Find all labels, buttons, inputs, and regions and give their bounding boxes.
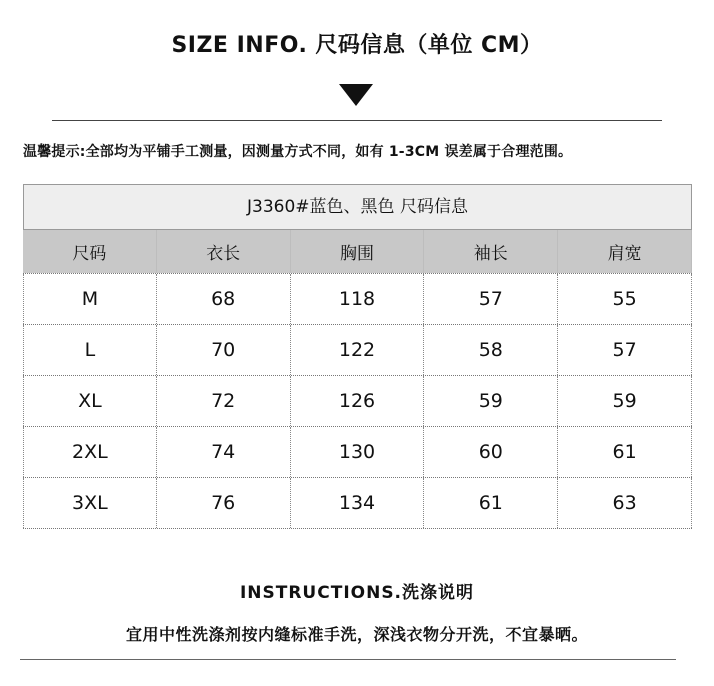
page-title-en: SIZE INFO. <box>171 33 308 58</box>
top-divider <box>52 120 662 121</box>
down-triangle-icon <box>339 84 373 106</box>
table-row <box>23 273 692 325</box>
table-cell: 118 <box>291 274 425 324</box>
table-cell: 55 <box>558 274 692 324</box>
table-cell: 68 <box>157 274 291 324</box>
table-cell: 61 <box>558 427 692 477</box>
table-cell: 76 <box>157 478 291 528</box>
table-cell: 59 <box>424 376 558 426</box>
header-cell: 尺码 <box>23 230 157 273</box>
table-cell: 126 <box>291 376 425 426</box>
header-cell: 衣长 <box>157 230 291 273</box>
table-row <box>23 376 692 427</box>
table-cell: L <box>23 325 157 375</box>
header-cell: 袖长 <box>424 230 558 273</box>
table-cell: 70 <box>157 325 291 375</box>
table-cell: 2XL <box>23 427 157 477</box>
table-body <box>23 273 692 529</box>
table-row <box>23 478 692 529</box>
page-title <box>0 28 714 59</box>
header-cell: 胸围 <box>291 230 425 273</box>
table-cell: 130 <box>291 427 425 477</box>
table-cell: 60 <box>424 427 558 477</box>
table-cell: XL <box>23 376 157 426</box>
table-cell: 59 <box>558 376 692 426</box>
table-cell: 122 <box>291 325 425 375</box>
table-cell: 63 <box>558 478 692 528</box>
table-cell: 74 <box>157 427 291 477</box>
measurement-notice: 温馨提示:全部均为平铺手工测量，因测量方式不同，如有 1-3CM 误差属于合理范围。 <box>23 144 573 160</box>
table-caption: J3360#蓝色、黑色 尺码信息 <box>23 184 692 230</box>
table-cell: 72 <box>157 376 291 426</box>
table-cell: 57 <box>424 274 558 324</box>
instructions-text: 宜用中性洗涤剂按内缝标准手洗，深浅衣物分开洗，不宜暴晒。 <box>125 625 588 644</box>
table-header-row <box>23 230 692 273</box>
page-title-cn: 尺码信息（单位 CM） <box>315 33 543 58</box>
table-cell: 57 <box>558 325 692 375</box>
bottom-divider <box>20 659 676 660</box>
table-cell: 134 <box>291 478 425 528</box>
table-row <box>23 325 692 376</box>
table-cell: M <box>23 274 157 324</box>
table-cell: 61 <box>424 478 558 528</box>
table-row <box>23 427 692 478</box>
table-cell: 58 <box>424 325 558 375</box>
instructions-title: INSTRUCTIONS.洗涤说明 <box>239 583 475 603</box>
table-cell: 3XL <box>23 478 157 528</box>
size-table <box>23 184 692 527</box>
header-cell: 肩宽 <box>558 230 692 273</box>
